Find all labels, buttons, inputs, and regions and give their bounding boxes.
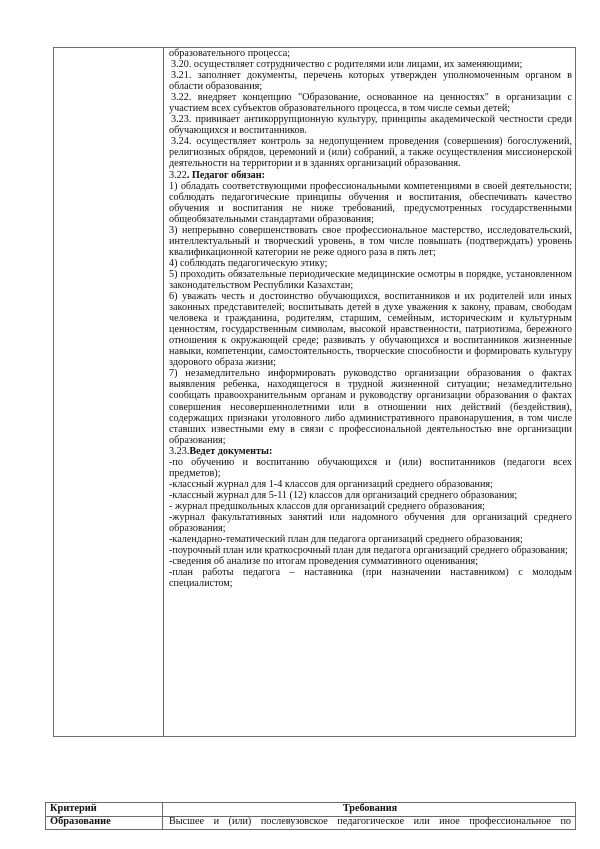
paragraph: 3.23. прививает антикоррупционную культуру, принципы академической честности среди обучающихся и воспитанников. [169,114,572,137]
paragraph: 3.21. заполняет документы, перечень которых утвержден уполномоченным органом в области образования; [169,70,572,93]
section-number: 3.23. [169,445,190,457]
table-row [46,816,575,829]
section-title: Ведет документы: [189,445,273,457]
list-item: -календарно-тематический план для педагога организаций среднего образования; [169,534,523,546]
list-item: -поурочный план или краткосрочный план для педагога организаций среднего образования; [169,545,568,557]
duties-table-left-cell [54,48,164,736]
section-heading-documents [169,446,572,457]
list-item: -по обучению и воспитанию обучающихся и (или) воспитанников (педагоги всех предметов); [169,456,572,479]
criteria-table [45,802,576,830]
section-number: 3.22 [169,169,187,181]
paragraph: образовательного процесса; [169,48,291,59]
criteria-table-header-row [46,803,575,817]
paragraph: 5) проходить обязательные периодические медицинские осмотры в порядке, установленном законодательством Республики Казахстан; [169,268,572,291]
requirements-cell: Высшее и (или) послевузовское педагогическое или иное профессиональное по [169,816,571,827]
header-requirements: Требования [342,803,398,814]
paragraph: 3) непрерывно совершенствовать свое профессиональное мастерство, исследовательский, интеллектуальный и творческий уровень, в том числе повышать (подтверждать) уровень квалификационной категории не реже одного раза в пять лет; [169,224,572,258]
paragraph: 3.24. осуществляет контроль за недопущением проведения (совершения) богослужений, религиозных обрядов, церемоний и (или) собраний, а также осуществления миссионерской деятельности на территории и в зданиях организаций образования. [169,136,572,170]
list-item: - журнал предшкольных классов для организаций среднего образования; [169,500,485,512]
paragraph: 6) уважать честь и достоинство обучающихся, воспитанников и их родителей или иных законных представителей; воспитывать детей в духе уважения к закону, правам, свободам человека и гражданина, родителям, старшим, семейным, историческим и культурным ценностям, государственным символам, высокой нравственности, патриотизма, бережного отношения к окружающей среде; развивать у обучающихся и воспитанников жизненные навыки, компетенции, самостоятельность, творческие способности и формировать культуру здорового образа жизни; [169,291,572,369]
paragraph: 7) незамедлительно информировать руководство организации образования о фактах выявления ребенка, находящегося в трудной жизненной ситуации; незамедлительно сообщать правоохранительным органам и руководству организации образования о фактах совершения несовершеннолетними или в отношении них действий (бездействия), содержащих признаки уголовного либо административного правонарушения, в том числе ставших известными ему в связи с профессиональной деятельностью вне организации образования; [169,368,572,446]
duties-table [53,47,576,737]
paragraph: 4) соблюдать педагогическую этику; [169,257,328,269]
section-heading-teacher-obligations [169,170,572,181]
section-title: . Педагог обязан: [186,169,266,181]
paragraph: 3.22. внедряет концепцию "Образование, основанное на ценностях" в организации с участием всех субъектов образовательного процесса, в том числе семьи детей; [169,92,572,115]
header-criterion: Критерий [46,803,163,816]
paragraph: 1) обладать соответствующими профессиональными компетенциями в своей деятельности; соблюдать педагогические принципы обучения и воспитания, обеспечивать качество обучения и воспитания не ниже требований, предусмотренных государственными общеобязательными стандартами образования; [169,180,572,225]
list-item: -классный журнал для 5-11 (12) классов для организаций среднего образования; [169,489,518,501]
list-item: -план работы педагога – наставника (при назначении наставником) с молодым специалистом; [169,567,572,590]
paragraph: 3.20. осуществляет сотрудничество с родителями или лицами, их заменяющими; [171,59,523,71]
list-item: -классный журнал для 1-4 классов для организаций среднего образования; [169,478,493,490]
criterion-cell: Образование [46,816,163,829]
list-item: -журнал факультативных занятий или надомного обучения для организаций среднего образования; [169,511,572,535]
list-item: -сведения об анализе по итогам проведения суммативного оценивания; [169,556,479,568]
duties-table-right-cell [164,48,575,736]
